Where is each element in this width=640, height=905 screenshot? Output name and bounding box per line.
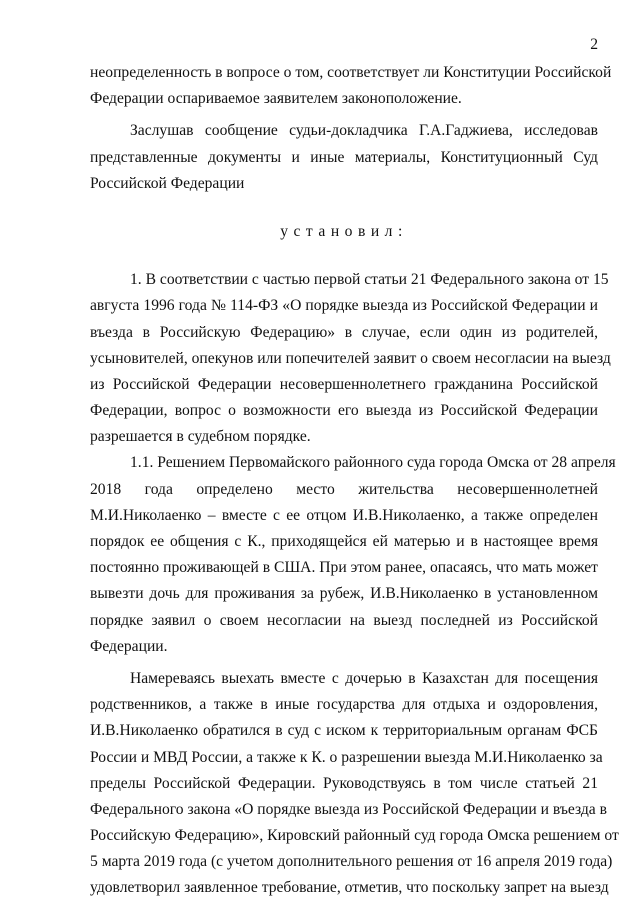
text-line: порядок ее общения с К., приходящейся ей матерью и в настоящее время: [90, 533, 598, 550]
text-line: разрешается в судебном порядке.: [90, 428, 311, 446]
text-line: порядке заявил о своем несогласии на выезд последней из Российской: [90, 611, 598, 629]
text-line: 1.1. Решением Первомайского районного суда города Омска от 28 апреля: [130, 454, 616, 472]
text-line: Заслушав сообщение судьи-докладчика Г.А.Гаджиева, исследовав: [130, 122, 598, 140]
page-number: 2: [590, 36, 598, 53]
text-line: Российскую Федерацию», Кировский районный суд города Омска решением от: [90, 827, 619, 845]
text-line: неопределенность в вопросе о том, соответствует ли Конституции Российской: [90, 64, 612, 81]
text-line: из Российской Федерации несовершеннолетнего гражданина Российской: [90, 375, 598, 393]
text-line: родственников, а также в иные государства для отдыха и оздоровления,: [90, 696, 598, 714]
document-body: [90, 60, 619, 902]
text-line: 2018 года определено место жительства несовершеннолетней: [90, 480, 598, 498]
text-line: И.В.Николаенко обратился в суд с иском к территориальным органам ФСБ: [90, 722, 598, 740]
section-heading: установил:: [280, 222, 408, 240]
text-line: усыновителей, опекунов или попечителей заявит о своем несогласии на выезд: [90, 349, 611, 367]
text-line: Намереваясь выехать вместе с дочерью в Казахстан для посещения: [130, 669, 598, 687]
text-line: вывезти дочь для проживания за рубеж, И.В.Николаенко в установленном: [90, 585, 598, 603]
text-line: 1. В соответствии с частью первой статьи 21 Федерального закона от 15: [130, 271, 609, 289]
text-line: августа 1996 года № 114-ФЗ «О порядке выезда из Российской Федерации и: [90, 297, 598, 315]
text-line: 5 марта 2019 года (с учетом дополнительного решения от 16 апреля 2019 года): [90, 853, 613, 871]
text-line: пределы Российской Федерации. Руководствуясь в том числе статьей 21: [90, 774, 598, 792]
text-line: Федерации, вопрос о возможности его выезда из Российской Федерации: [90, 402, 598, 420]
text-line: Федерации.: [90, 637, 168, 655]
text-line: представленные документы и иные материалы, Конституционный Суд: [90, 148, 598, 166]
text-line: удовлетворил заявленное требование, отметив, что поскольку запрет на выезд: [90, 879, 609, 897]
text-line: постоянно проживающей в США. При этом ранее, опасаясь, что мать может: [90, 559, 598, 577]
text-line: Федерации оспариваемое заявителем законоположение.: [90, 90, 462, 108]
text-line: России и МВД России, а также к К. о разрешении выезда М.И.Николаенко за: [90, 748, 603, 766]
text-line: Российской Федерации: [90, 174, 245, 192]
text-line: М.И.Николаенко – вместе с ее отцом И.В.Николаенко, а также определен: [90, 506, 598, 524]
text-line: въезда в Российскую Федерацию» в случае, если один из родителей,: [90, 323, 598, 341]
text-line: Федерального закона «О порядке выезда из Российской Федерации и въезда в: [90, 800, 607, 818]
